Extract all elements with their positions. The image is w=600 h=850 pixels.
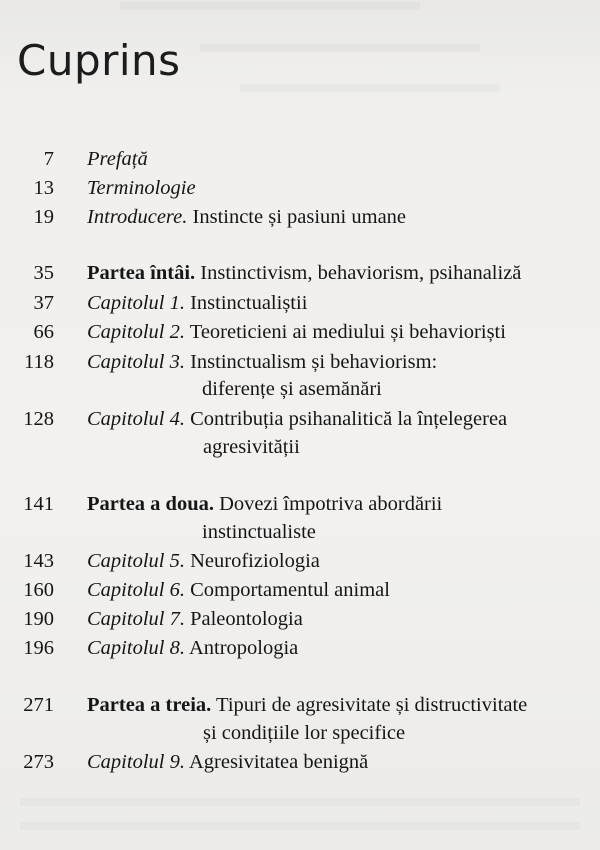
toc-entry	[0, 576, 600, 604]
toc-entry-text	[87, 547, 320, 575]
toc-entry-title: Agresivitatea benignă	[184, 751, 369, 773]
show-through-line	[240, 84, 500, 92]
toc-entry-title: Contribuția psihanalitică la înțelegerea	[184, 408, 508, 430]
toc-page-number: 190	[23, 608, 54, 630]
toc-page-number: 128	[23, 408, 54, 430]
toc-part-entry	[0, 259, 600, 287]
toc-entry	[0, 605, 600, 633]
toc-entry-label: Capitolul 3.	[87, 351, 185, 373]
page-title: Cuprins	[17, 36, 181, 85]
toc-entry-text	[87, 318, 506, 346]
toc-page-number: 273	[23, 751, 54, 773]
toc-entry	[0, 348, 600, 376]
toc-entry-title: Neurofiziologia	[184, 550, 320, 572]
toc-entry-label: Terminologie	[87, 177, 196, 199]
toc-part-label: Partea a treia.	[87, 694, 212, 716]
toc-entry-continuation: și condițiile lor specifice	[203, 722, 406, 744]
toc-entry-title: Instinctualiștii	[184, 292, 308, 314]
toc-entry	[0, 547, 600, 575]
toc-entry	[0, 203, 600, 231]
toc-entry-text	[87, 748, 368, 776]
toc-entry-title: Instincte și pasiuni umane	[187, 206, 407, 228]
toc-entry	[0, 748, 600, 776]
toc-entry-label: Capitolul 8.	[87, 637, 185, 659]
toc-entry-label: Capitolul 2.	[87, 321, 185, 343]
toc-entry-label: Capitolul 7.	[87, 608, 185, 630]
toc-entry-label: Introducere.	[87, 206, 188, 228]
toc-entry-label: Capitolul 5.	[87, 550, 185, 572]
show-through-line	[20, 798, 580, 806]
toc-entry-title: Tipuri de agresivitate și distructivitate	[211, 694, 528, 716]
toc-part-entry	[0, 490, 600, 518]
toc-page-number: 66	[33, 321, 54, 343]
toc-entry-title: Dovezi împotriva abordării	[213, 493, 443, 515]
toc-page-number: 19	[33, 206, 54, 228]
toc-entry-text	[87, 634, 298, 662]
toc-entry-title: Antropologia	[184, 637, 299, 659]
show-through-line	[120, 2, 420, 10]
toc-entry-label: Capitolul 9.	[87, 751, 185, 773]
toc-entry-text	[87, 289, 307, 317]
toc-entry-title: Teoreticieni ai mediului și behavioriști	[184, 321, 506, 343]
toc-entry	[0, 289, 600, 317]
toc-page-number: 37	[33, 292, 54, 314]
toc-entry-text	[87, 576, 390, 604]
toc-part-label: Partea întâi.	[87, 262, 196, 284]
toc-page-number: 271	[23, 694, 54, 716]
toc-page-number: 141	[23, 493, 54, 515]
toc-entry-label: Capitolul 6.	[87, 579, 185, 601]
toc-entry-text	[87, 174, 196, 202]
toc-entry-title: Instinctualism și behaviorism:	[184, 351, 438, 373]
toc-entry-continuation: agresivității	[203, 436, 300, 458]
toc-entry-text	[87, 405, 507, 433]
show-through-line	[200, 44, 480, 52]
toc-page-number: 118	[24, 351, 54, 373]
show-through-line	[20, 822, 580, 830]
toc-entry-title: Comportamentul animal	[184, 579, 390, 601]
toc-entry-text	[87, 605, 303, 633]
toc-entry-continuation: instinctualiste	[202, 521, 316, 543]
toc-entry-text	[87, 145, 148, 173]
toc-entry-label: Capitolul 4.	[87, 408, 185, 430]
toc-part-label: Partea a doua.	[87, 493, 214, 515]
toc-entry-text	[87, 348, 437, 376]
toc-entry-title: Instinctivism, behaviorism, psihanaliză	[195, 262, 522, 284]
toc-entry	[0, 405, 600, 433]
toc-page-number: 160	[23, 579, 54, 601]
toc-entry-text	[87, 259, 521, 287]
toc-entry	[0, 318, 600, 346]
toc-entry-text	[87, 490, 442, 518]
toc-entry-label: Capitolul 1.	[87, 292, 185, 314]
toc-entry	[0, 145, 600, 173]
toc-entry-label: Prefață	[87, 148, 148, 170]
toc-entry	[0, 174, 600, 202]
toc-page-number: 13	[33, 177, 54, 199]
toc-part-entry	[0, 691, 600, 719]
toc-entry-continuation: diferențe și asemănări	[202, 378, 382, 400]
toc-entry	[0, 634, 600, 662]
toc-page-number: 143	[23, 550, 54, 572]
toc-entry-text	[87, 691, 527, 719]
toc-entry-title: Paleontologia	[184, 608, 303, 630]
toc-page-number: 7	[43, 148, 54, 170]
toc-entry-text	[87, 203, 406, 231]
toc-page-number: 35	[33, 262, 54, 284]
toc-page-number: 196	[23, 637, 54, 659]
